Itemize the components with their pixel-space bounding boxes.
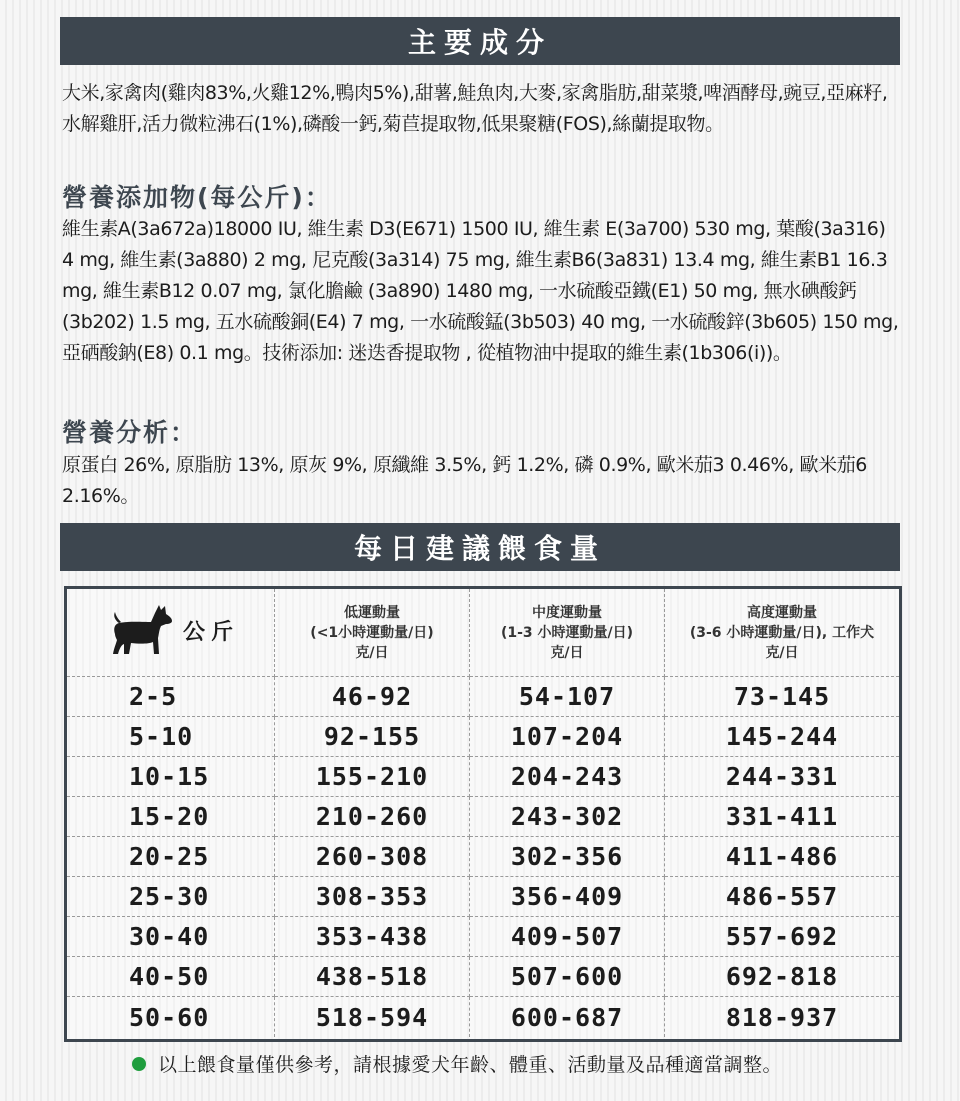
table-cell-weight: 15-20 [67,797,275,837]
header-mid-line3: 克/日 [550,644,584,661]
header-mid-activity [470,589,665,677]
table-cell-weight: 30-40 [67,917,275,957]
table-cell-weight: 50-60 [67,997,275,1037]
table-cell-weight: 5-10 [67,717,275,757]
table-cell-weight: 2-5 [67,677,275,717]
header-low-line2: (<1小時運動量/日) [310,624,434,641]
table-cell-low: 155-210 [275,757,470,797]
table-cell-mid: 507-600 [470,957,665,997]
table-cell-low: 308-353 [275,877,470,917]
table-cell-weight: 40-50 [67,957,275,997]
feeding-note-text: 以上餵食量僅供參考，請根據愛犬年齡、體重、活動量及品種適當調整。 [158,1054,783,1076]
weight-header [67,589,275,677]
additives-heading: 營養添加物(每公斤)： [62,183,332,212]
table-cell-high: 411-486 [665,837,899,877]
table-cell-weight: 10-15 [67,757,275,797]
ingredients-banner [60,17,900,65]
feeding-grid [67,589,899,1039]
table-cell-mid: 54-107 [470,677,665,717]
additives-text: 維生素A(3a672a)18000 IU, 維生素 D3(E671) 1500 IU, 維生素 E(3a700) 530 mg, 葉酸(3a316) 4 mg, 維生素(3a880) 2 mg, 尼克酸(3a314) 75 mg, 維生素B6(3a831) 13.4 mg, 維生素B1 16.3 mg, 維生素B12 0.07 mg, 氯化膽鹼 (3a890) 1480 mg, 一水硫酸亞鐵(E1) 50 mg, 無水碘酸鈣(3b202) 1.5 mg, 五水硫酸銅(E4) 7 mg, 一水硫酸錳(3b503) 40 mg, 一水硫酸鋅(3b605) 150 mg, 亞硒酸鈉(E8) 0.1 mg。技術添加: 迷迭香提取物 , 從植物油中提取的維生素(1b306(i))。 [62,218,899,364]
header-low-line1: 低運動量 [344,604,400,621]
header-high-line3: 克/日 [765,644,799,661]
table-cell-mid: 356-409 [470,877,665,917]
table-cell-high: 331-411 [665,797,899,837]
table-cell-high: 244-331 [665,757,899,797]
table-cell-high: 818-937 [725,1002,839,1032]
table-cell-mid: 204-243 [470,757,665,797]
ingredients-text: 大米,家禽肉(雞肉83%,火雞12%,鴨肉5%),甜薯,鮭魚肉,大麥,家禽脂肪,甜菜漿,啤酒酵母,豌豆,亞麻籽,水解雞肝,活力微粒沸石(1%),磷酸一鈣,菊苣提取物,低果聚糖(FOS),絲蘭提取物。 [62,82,888,135]
table-cell-high: 73-145 [665,677,899,717]
table-cell-weight: 20-25 [67,837,275,877]
table-cell-mid: 409-507 [470,917,665,957]
dog-silhouette-icon [109,604,173,662]
header-mid-line1: 中度運動量 [532,604,602,621]
table-cell-high: 145-244 [665,717,899,757]
header-high-line2: (3-6 小時運動量/日), 工作犬 [689,624,875,641]
ingredients-title: 主要成分 [407,26,552,59]
header-low-activity [275,589,470,677]
table-cell-high: 486-557 [665,877,899,917]
analysis-text: 原蛋白 26%, 原脂肪 13%, 原灰 9%, 原纖維 3.5%, 鈣 1.2%, 磷 0.9%, 歐米茄3 0.46%, 歐米茄6 2.16%。 [62,454,867,507]
feeding-banner [60,523,900,571]
table-cell-mid: 600-687 [470,997,665,1037]
table-cell-mid: 243-302 [470,797,665,837]
table-cell-high: 692-818 [665,957,899,997]
header-high-activity [665,589,899,677]
feeding-note [132,1050,782,1077]
header-mid-line2: (1-3 小時運動量/日) [500,624,634,641]
table-cell-mid: 302-356 [470,837,665,877]
green-dot-icon [132,1057,146,1071]
table-cell-low: 260-308 [275,837,470,877]
table-cell-low: 46-92 [275,677,470,717]
weight-label: 公斤 [183,619,240,645]
feeding-title: 每日建議餵食量 [353,532,606,565]
table-cell-low: 210-260 [275,797,470,837]
table-cell-low: 438-518 [275,957,470,997]
table-cell-high: 557-692 [665,917,899,957]
feeding-table [64,586,902,1042]
table-cell-weight: 25-30 [67,877,275,917]
header-low-line3: 克/日 [355,644,389,661]
table-cell-low: 518-594 [275,997,470,1037]
analysis-heading: 營養分析： [62,418,198,447]
header-high-line1: 高度運動量 [747,604,817,621]
table-cell-mid: 107-204 [470,717,665,757]
table-cell-low: 92-155 [275,717,470,757]
table-cell-low: 353-438 [275,917,470,957]
